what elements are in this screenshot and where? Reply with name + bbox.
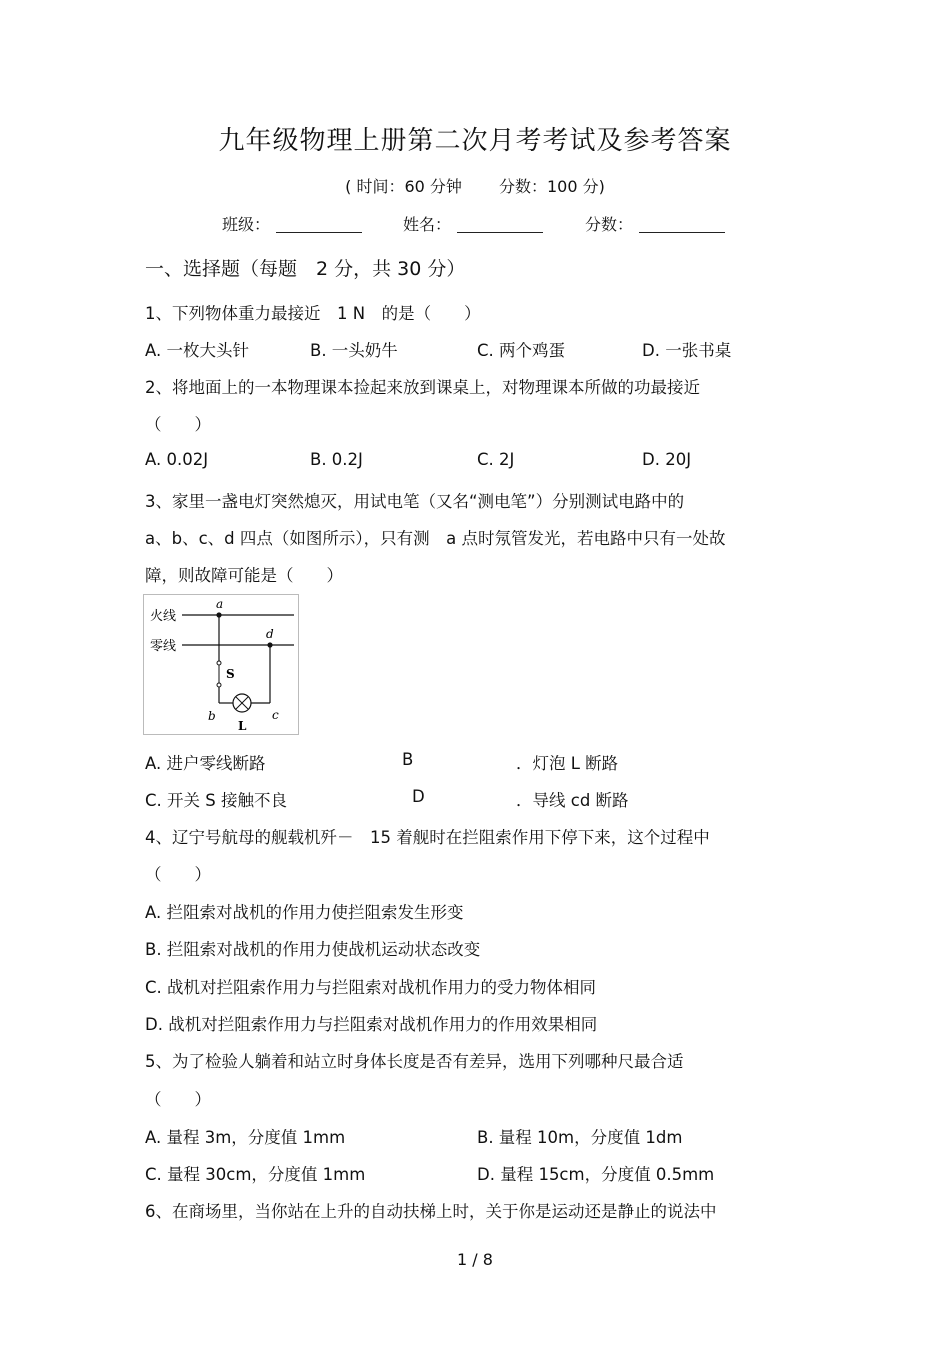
q3-option-d-letter: D — [412, 787, 425, 806]
label-l: L — [238, 719, 247, 733]
q5-option-a: A. 量程 3m，分度值 1mm — [145, 1128, 346, 1147]
switch-contact-top — [217, 661, 221, 665]
question-3-stem-3: 障，则故障可能是（ ） — [145, 566, 343, 585]
q1-option-d: D. 一张书桌 — [642, 341, 732, 360]
question-5-stem: 5、为了检验人躺着和站立时身体长度是否有差异，选用下列哪种尺最合适 — [145, 1052, 684, 1071]
class-label: 班级： — [222, 215, 271, 234]
question-2-stem: 2、将地面上的一本物理课本捡起来放到课桌上，对物理课本所做的功最接近 — [145, 378, 700, 397]
label-s: S — [226, 667, 235, 681]
question-3-stem-2: a、b、c、d 四点（如图所示），只有测 a 点时氖管发光，若电路中只有一处故 — [145, 529, 726, 548]
question-6-stem: 6、在商场里，当你站在上升的自动扶梯上时，关于你是运动还是静止的说法中 — [145, 1202, 717, 1221]
score-field — [585, 212, 725, 235]
name-label: 姓名： — [403, 215, 452, 234]
question-5-paren: （ ） — [145, 1090, 211, 1109]
circuit-diagram — [143, 594, 299, 735]
label-d: d — [266, 627, 274, 641]
q2-option-a: A. 0.02J — [145, 450, 209, 469]
q1-option-c: C. 两个鸡蛋 — [477, 341, 566, 360]
q2-option-d: D. 20J — [642, 450, 692, 469]
class-blank — [276, 216, 362, 233]
q5-option-c: C. 量程 30cm，分度值 1mm — [145, 1165, 366, 1184]
label-c: c — [272, 708, 279, 722]
q4-option-d: D. 战机对拦阻索作用力与拦阻索对战机作用力的作用效果相同 — [145, 1015, 598, 1034]
q2-option-b: B. 0.2J — [310, 450, 363, 469]
switch-contact-bottom — [217, 683, 221, 687]
q4-option-a: A. 拦阻索对战机的作用力使拦阻索发生形变 — [145, 903, 464, 922]
q3-option-b-letter: B — [402, 750, 414, 769]
q4-option-b: B. 拦阻索对战机的作用力使战机运动状态改变 — [145, 940, 481, 959]
exam-total-score: 分数：100 分) — [499, 177, 605, 196]
q5-option-b: B. 量程 10m，分度值 1dm — [477, 1128, 683, 1147]
section-heading: 一、选择题（每题 2 分，共 30 分） — [145, 258, 466, 280]
q4-option-c: C. 战机对拦阻索作用力与拦阻索对战机作用力的受力物体相同 — [145, 978, 597, 997]
q3-option-d-text: ．导线 cd 断路 — [516, 791, 629, 810]
live-wire-label: 火线 — [150, 609, 177, 624]
name-blank — [457, 216, 543, 233]
question-2-paren: （ ） — [145, 415, 211, 434]
score-label: 分数： — [585, 215, 634, 234]
question-4-stem: 4、辽宁号航母的舰载机歼－ 15 着舰时在拦阻索作用下停下来，这个过程中 — [145, 828, 710, 847]
q1-option-b: B. 一头奶牛 — [310, 341, 398, 360]
page-number: 1 / 8 — [457, 1250, 493, 1269]
document-title: 九年级物理上册第二次月考考试及参考答案 — [218, 126, 732, 156]
score-blank — [639, 216, 725, 233]
label-a: a — [216, 597, 224, 611]
exam-time: ( 时间：60 分钟 — [345, 177, 462, 196]
q1-option-a: A. 一枚大头针 — [145, 341, 249, 360]
circuit-svg — [144, 595, 298, 734]
question-4-paren: （ ） — [145, 865, 211, 884]
question-1-stem: 1、下列物体重力最接近 1 N 的是（ ） — [145, 304, 481, 323]
exam-meta — [0, 174, 950, 197]
class-field — [222, 212, 362, 235]
question-3-stem-1: 3、家里一盏电灯突然熄灭，用试电笔（又名“测电笔”）分别测试电路中的 — [145, 492, 685, 511]
q2-option-c: C. 2J — [477, 450, 515, 469]
q3-option-a: A. 进户零线断路 — [145, 754, 266, 773]
q5-option-d: D. 量程 15cm，分度值 0.5mm — [477, 1165, 715, 1184]
name-field — [403, 212, 543, 235]
label-b: b — [208, 709, 216, 723]
q3-option-b-text: ．灯泡 L 断路 — [516, 754, 619, 773]
q3-option-c: C. 开关 S 接触不良 — [145, 791, 287, 810]
neutral-wire-label: 零线 — [150, 639, 177, 654]
